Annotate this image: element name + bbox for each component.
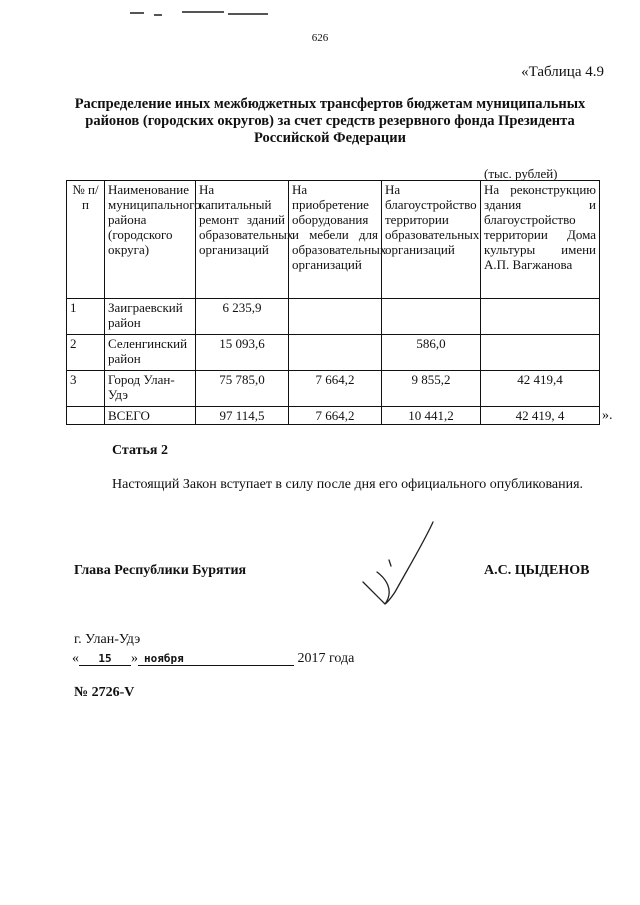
date-day: 15	[79, 652, 131, 666]
row-reconstruction	[481, 335, 600, 371]
row-landscaping: 9 855,2	[382, 371, 481, 407]
article-text: Настоящий Закон вступает в силу после дня его официального опубликования.	[112, 477, 584, 492]
document-title: Распределение иных межбюджетных трансфертов бюджетам муниципальных районов (городских округов) за счет средств резервного фонда Президента Российской Федерации	[74, 96, 586, 146]
row-landscaping: 586,0	[382, 335, 481, 371]
date-year: 2017 года	[297, 651, 355, 666]
page-number: 626	[311, 32, 329, 44]
table-row	[67, 335, 600, 371]
scan-artifact	[228, 13, 268, 15]
table-row	[67, 299, 600, 335]
table-header-row	[67, 181, 600, 299]
date-close-quote: »	[131, 651, 138, 666]
row-repair: 97 114,5	[196, 407, 289, 425]
place-of-signing: г. Улан-Удэ	[74, 632, 141, 647]
row-reconstruction	[481, 299, 600, 335]
row-district: ВСЕГО	[105, 407, 196, 425]
row-equipment: 7 664,2	[289, 407, 382, 425]
handwritten-signature	[355, 520, 455, 610]
header-cell-equipment: На приобретение оборудования и мебели для образовательных организаций	[289, 181, 382, 299]
row-landscaping	[382, 299, 481, 335]
signer-name: А.С. ЦЫДЕНОВ	[484, 563, 590, 578]
transfers-table	[66, 180, 600, 425]
scan-artifact	[130, 12, 144, 14]
row-repair: 6 235,9	[196, 299, 289, 335]
header-cell-number: № п/п	[67, 181, 105, 299]
row-reconstruction: 42 419,4	[481, 371, 600, 407]
units-note: (тыс. рублей)	[484, 166, 558, 181]
scan-artifact	[182, 11, 224, 13]
table-row	[67, 371, 600, 407]
row-number: 2	[67, 335, 105, 371]
row-repair: 75 785,0	[196, 371, 289, 407]
row-reconstruction: 42 419, 4	[481, 407, 600, 425]
header-cell-repair: На капитальный ремонт зданий образовательных организаций	[196, 181, 289, 299]
date-open-quote: «	[72, 651, 79, 666]
signing-date	[72, 651, 354, 667]
header-cell-district: Наименование муниципального района (городского округа)	[105, 181, 196, 299]
row-number: 1	[67, 299, 105, 335]
signer-title: Глава Республики Бурятия	[74, 563, 247, 578]
header-cell-landscaping: На благоустройство территории образовательных организаций	[382, 181, 481, 299]
law-number: № 2726-V	[74, 685, 135, 700]
row-number	[67, 407, 105, 425]
table-closing-quote: ».	[602, 408, 613, 423]
article-heading: Статья 2	[112, 443, 168, 458]
row-number: 3	[67, 371, 105, 407]
scan-artifact	[154, 14, 162, 16]
date-month: ноября	[138, 652, 294, 666]
row-repair: 15 093,6	[196, 335, 289, 371]
row-landscaping: 10 441,2	[382, 407, 481, 425]
row-district: Город Улан-Удэ	[105, 371, 196, 407]
row-equipment	[289, 299, 382, 335]
row-equipment: 7 664,2	[289, 371, 382, 407]
header-cell-reconstruction: На реконструкцию здания и благоустройство территории Дома культуры имени А.П. Вагжанова	[481, 181, 600, 299]
row-equipment	[289, 335, 382, 371]
table-total-row	[67, 407, 600, 425]
row-district: Селенгинский район	[105, 335, 196, 371]
table-reference: «Таблица 4.9	[521, 64, 604, 80]
row-district: Заиграевский район	[105, 299, 196, 335]
